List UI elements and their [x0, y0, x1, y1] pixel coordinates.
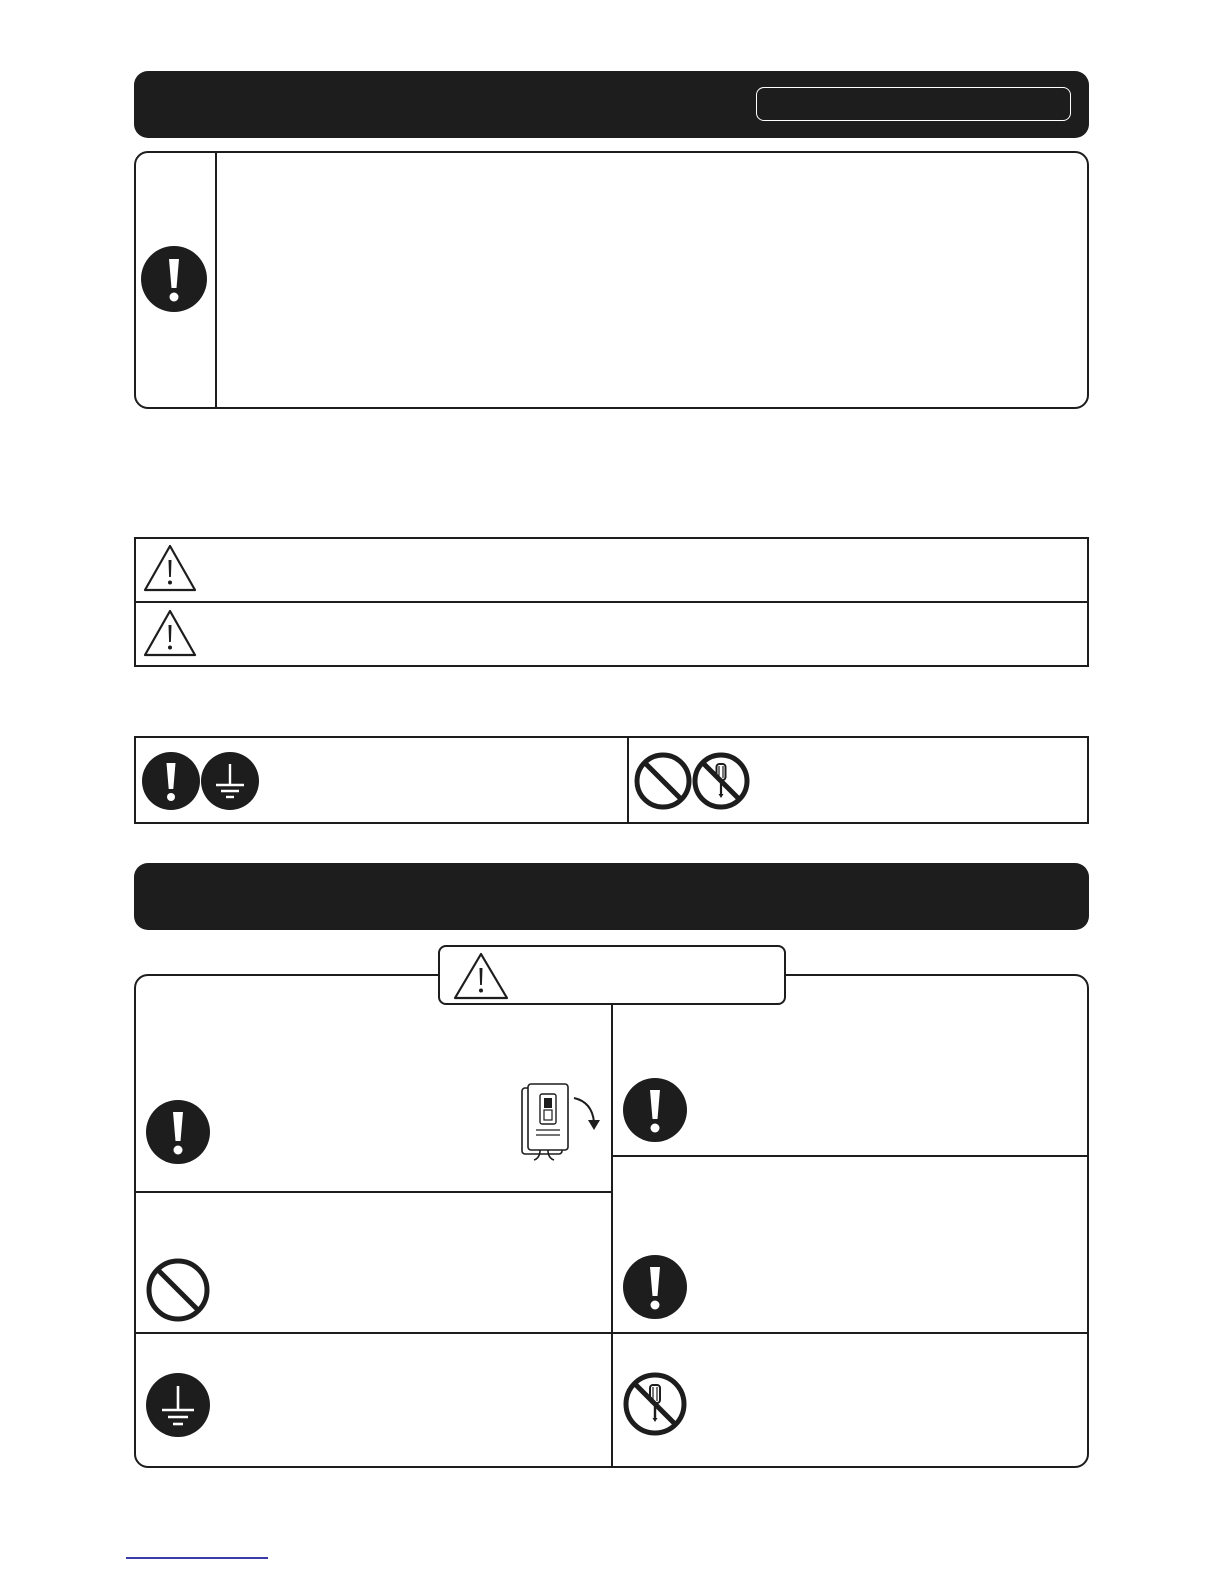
do-not-disassemble-icon: [692, 752, 750, 810]
ground-icon: [146, 1373, 210, 1437]
mandatory-action-icon: [623, 1078, 687, 1142]
mandatory-action-icon: [146, 1100, 210, 1164]
prohibition-icon: [634, 752, 692, 810]
caution-panel-row-divider: [135, 1191, 612, 1193]
caution-panel-row-divider: [135, 1332, 612, 1334]
caution-tab: [438, 945, 786, 1005]
section-header-bar: [134, 863, 1089, 930]
warning-triangle-icon: [452, 951, 510, 1001]
header-tag-box: [756, 87, 1071, 121]
symbol-legend-table: [134, 736, 1089, 824]
caution-panel-row-divider: [612, 1332, 1088, 1334]
do-not-disassemble-icon: [623, 1372, 687, 1436]
intro-panel: [134, 151, 1089, 409]
mandatory-action-icon: [142, 752, 200, 810]
warning-triangle-icon: [142, 543, 198, 593]
symbol-legend-divider: [627, 737, 629, 823]
hazard-table-divider: [135, 601, 1088, 603]
caution-panel-row-divider: [612, 1155, 1088, 1157]
mandatory-action-icon: [623, 1255, 687, 1319]
caution-panel-column-divider: [611, 1004, 613, 1467]
ground-icon: [201, 752, 259, 810]
footer-rule: [126, 1557, 268, 1559]
prohibition-icon: [146, 1258, 210, 1322]
intro-panel-divider: [215, 152, 217, 408]
circuit-breaker-illustration: [518, 1080, 602, 1162]
warning-triangle-icon: [142, 608, 198, 658]
mandatory-action-icon: [141, 246, 207, 312]
